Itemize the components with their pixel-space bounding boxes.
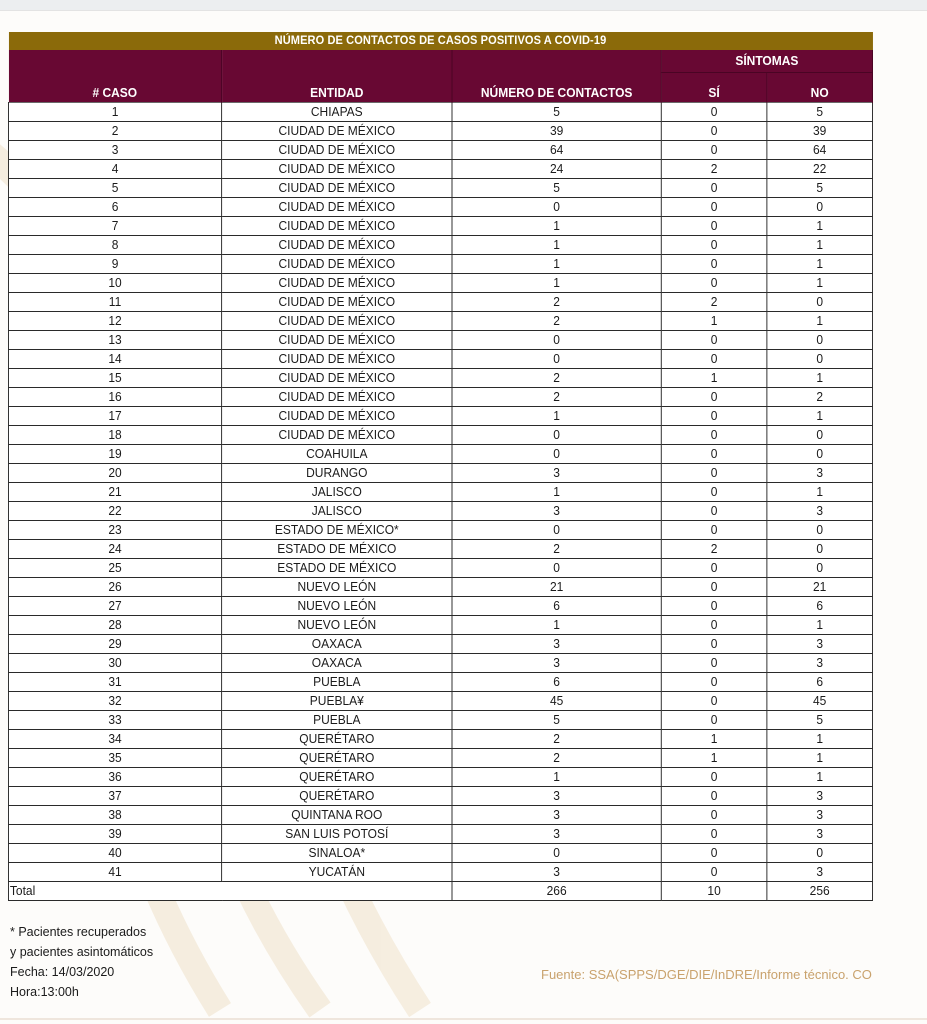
- bottom-divider: [0, 1018, 927, 1020]
- cell-caso: 3: [8, 141, 221, 160]
- header-si: SÍ: [661, 73, 767, 103]
- cell-entidad: PUEBLA: [222, 711, 452, 730]
- table-row: [8, 825, 872, 844]
- cell-si: 0: [661, 445, 767, 464]
- cell-caso: 5: [8, 179, 221, 198]
- cell-no: 1: [767, 407, 873, 426]
- cell-contactos: 3: [452, 863, 661, 882]
- cell-contactos: 1: [452, 255, 661, 274]
- cell-no: 5: [767, 103, 873, 122]
- cell-contactos: 2: [452, 730, 661, 749]
- cell-contactos: 2: [452, 540, 661, 559]
- cell-no: 1: [767, 749, 873, 768]
- cell-contactos: 0: [452, 559, 661, 578]
- cell-caso: 4: [8, 160, 221, 179]
- cell-no: 1: [767, 255, 873, 274]
- cell-no: 0: [767, 198, 873, 217]
- table-row: [8, 426, 872, 445]
- table-title: NÚMERO DE CONTACTOS DE CASOS POSITIVOS A COVID-19: [8, 32, 872, 50]
- top-bar: [0, 0, 927, 11]
- cell-caso: 19: [8, 445, 221, 464]
- cell-entidad: CIUDAD DE MÉXICO: [222, 274, 452, 293]
- cell-entidad: CIUDAD DE MÉXICO: [222, 255, 452, 274]
- cell-si: 0: [661, 179, 767, 198]
- table-row: [8, 274, 872, 293]
- cell-caso: 8: [8, 236, 221, 255]
- table-row: [8, 597, 872, 616]
- cell-caso: 32: [8, 692, 221, 711]
- table-row: [8, 179, 872, 198]
- cell-contactos: 24: [452, 160, 661, 179]
- cell-si: 0: [661, 350, 767, 369]
- cell-contactos: 1: [452, 217, 661, 236]
- cell-contactos: 39: [452, 122, 661, 141]
- cell-contactos: 0: [452, 350, 661, 369]
- note-time: Hora:13:00h: [10, 985, 79, 999]
- cell-contactos: 5: [452, 103, 661, 122]
- table-row: [8, 730, 872, 749]
- cell-contactos: 5: [452, 179, 661, 198]
- cell-entidad: CIUDAD DE MÉXICO: [222, 141, 452, 160]
- cell-entidad: CIUDAD DE MÉXICO: [222, 426, 452, 445]
- cell-no: 39: [767, 122, 873, 141]
- table-row: [8, 255, 872, 274]
- table-row: [8, 521, 872, 540]
- cell-si: 1: [661, 369, 767, 388]
- cell-caso: 36: [8, 768, 221, 787]
- table-row: [8, 673, 872, 692]
- cell-entidad: QUERÉTARO: [222, 787, 452, 806]
- cell-entidad: JALISCO: [222, 483, 452, 502]
- cell-entidad: QUINTANA ROO: [222, 806, 452, 825]
- cell-si: 2: [661, 540, 767, 559]
- cell-entidad: ESTADO DE MÉXICO: [222, 540, 452, 559]
- cell-contactos: 5: [452, 711, 661, 730]
- cell-no: 3: [767, 863, 873, 882]
- table-row: [8, 217, 872, 236]
- cell-no: 6: [767, 673, 873, 692]
- cell-entidad: JALISCO: [222, 502, 452, 521]
- cell-entidad: CIUDAD DE MÉXICO: [222, 236, 452, 255]
- cell-si: 1: [661, 730, 767, 749]
- cell-caso: 41: [8, 863, 221, 882]
- table-row: [8, 559, 872, 578]
- cell-entidad: OAXACA: [222, 635, 452, 654]
- table-row: [8, 635, 872, 654]
- table-row: [8, 198, 872, 217]
- cell-no: 1: [767, 483, 873, 502]
- cell-entidad: CHIAPAS: [222, 103, 452, 122]
- note-asymptomatic: y pacientes asintomáticos: [10, 945, 154, 959]
- cell-contactos: 1: [452, 407, 661, 426]
- cell-contactos: 3: [452, 464, 661, 483]
- table-row: [8, 616, 872, 635]
- cell-entidad: PUEBLA¥: [222, 692, 452, 711]
- cell-entidad: SINALOA*: [222, 844, 452, 863]
- cell-caso: 29: [8, 635, 221, 654]
- header-entidad: ENTIDAD: [222, 50, 452, 103]
- cell-contactos: 0: [452, 198, 661, 217]
- table-row: [8, 160, 872, 179]
- cell-entidad: OAXACA: [222, 654, 452, 673]
- cell-si: 0: [661, 806, 767, 825]
- total-contactos: 266: [452, 882, 661, 901]
- cell-contactos: 3: [452, 806, 661, 825]
- cell-no: 3: [767, 464, 873, 483]
- cell-contactos: 2: [452, 369, 661, 388]
- cell-contactos: 0: [452, 445, 661, 464]
- cell-caso: 6: [8, 198, 221, 217]
- cell-no: 2: [767, 388, 873, 407]
- cell-no: 1: [767, 768, 873, 787]
- cell-contactos: 1: [452, 483, 661, 502]
- cell-contactos: 3: [452, 654, 661, 673]
- table-row: [8, 654, 872, 673]
- cell-caso: 38: [8, 806, 221, 825]
- table-row: [8, 711, 872, 730]
- cell-caso: 23: [8, 521, 221, 540]
- cell-si: 2: [661, 293, 767, 312]
- cell-contactos: 21: [452, 578, 661, 597]
- cell-si: 0: [661, 654, 767, 673]
- table-row: [8, 103, 872, 122]
- cell-no: 1: [767, 217, 873, 236]
- cell-caso: 18: [8, 426, 221, 445]
- cell-entidad: SAN LUIS POTOSÍ: [222, 825, 452, 844]
- table-row: [8, 844, 872, 863]
- table-row: [8, 806, 872, 825]
- cell-no: 22: [767, 160, 873, 179]
- cell-contactos: 3: [452, 825, 661, 844]
- cell-caso: 20: [8, 464, 221, 483]
- cell-caso: 16: [8, 388, 221, 407]
- cell-entidad: QUERÉTARO: [222, 768, 452, 787]
- table-row: [8, 540, 872, 559]
- cell-caso: 9: [8, 255, 221, 274]
- cell-contactos: 3: [452, 635, 661, 654]
- cell-no: 0: [767, 350, 873, 369]
- cell-si: 0: [661, 122, 767, 141]
- cell-caso: 7: [8, 217, 221, 236]
- cell-no: 5: [767, 711, 873, 730]
- cell-contactos: 2: [452, 388, 661, 407]
- header-no: NO: [767, 73, 873, 103]
- cell-caso: 11: [8, 293, 221, 312]
- cell-no: 3: [767, 654, 873, 673]
- table-row: [8, 787, 872, 806]
- cell-caso: 2: [8, 122, 221, 141]
- header-contactos: NÚMERO DE CONTACTOS: [452, 50, 661, 103]
- cell-caso: 26: [8, 578, 221, 597]
- cell-caso: 17: [8, 407, 221, 426]
- cell-entidad: NUEVO LEÓN: [222, 578, 452, 597]
- cell-no: 0: [767, 540, 873, 559]
- cell-caso: 28: [8, 616, 221, 635]
- cell-contactos: 0: [452, 521, 661, 540]
- cell-contactos: 1: [452, 768, 661, 787]
- cell-no: 3: [767, 806, 873, 825]
- cell-entidad: DURANGO: [222, 464, 452, 483]
- cell-contactos: 3: [452, 502, 661, 521]
- cell-si: 0: [661, 597, 767, 616]
- header-caso: # CASO: [8, 50, 221, 103]
- table-row: [8, 331, 872, 350]
- cell-si: 0: [661, 692, 767, 711]
- table-row: [8, 122, 872, 141]
- table-row: [8, 692, 872, 711]
- cell-contactos: 1: [452, 616, 661, 635]
- cell-contactos: 64: [452, 141, 661, 160]
- cell-contactos: 6: [452, 673, 661, 692]
- cell-contactos: 1: [452, 236, 661, 255]
- cell-si: 0: [661, 407, 767, 426]
- cell-caso: 1: [8, 103, 221, 122]
- cell-si: 0: [661, 635, 767, 654]
- cell-no: 1: [767, 312, 873, 331]
- cell-entidad: CIUDAD DE MÉXICO: [222, 407, 452, 426]
- table-row: [8, 236, 872, 255]
- cell-no: 0: [767, 445, 873, 464]
- contacts-table: [8, 32, 873, 901]
- cell-entidad: CIUDAD DE MÉXICO: [222, 122, 452, 141]
- cell-no: 64: [767, 141, 873, 160]
- cell-si: 0: [661, 673, 767, 692]
- cell-si: 0: [661, 844, 767, 863]
- cell-entidad: PUEBLA: [222, 673, 452, 692]
- cell-entidad: CIUDAD DE MÉXICO: [222, 312, 452, 331]
- cell-contactos: 0: [452, 426, 661, 445]
- cell-caso: 25: [8, 559, 221, 578]
- cell-no: 1: [767, 274, 873, 293]
- cell-no: 0: [767, 426, 873, 445]
- cell-contactos: 0: [452, 844, 661, 863]
- cell-no: 0: [767, 293, 873, 312]
- cell-caso: 10: [8, 274, 221, 293]
- cell-caso: 40: [8, 844, 221, 863]
- cell-contactos: 3: [452, 787, 661, 806]
- table-row: [8, 141, 872, 160]
- table-row: [8, 502, 872, 521]
- cell-no: 5: [767, 179, 873, 198]
- cell-si: 0: [661, 521, 767, 540]
- cell-caso: 13: [8, 331, 221, 350]
- table-row: [8, 863, 872, 882]
- table-row: [8, 407, 872, 426]
- cell-entidad: ESTADO DE MÉXICO*: [222, 521, 452, 540]
- cell-no: 0: [767, 331, 873, 350]
- cell-no: 1: [767, 616, 873, 635]
- cell-si: 1: [661, 749, 767, 768]
- cell-si: 0: [661, 578, 767, 597]
- cell-si: 0: [661, 559, 767, 578]
- cell-contactos: 2: [452, 312, 661, 331]
- cell-si: 0: [661, 616, 767, 635]
- cell-si: 0: [661, 255, 767, 274]
- cell-caso: 33: [8, 711, 221, 730]
- cell-caso: 27: [8, 597, 221, 616]
- source-text: Fuente: SSA(SPPS/DGE/DIE/InDRE/Informe técnico. CO: [541, 967, 872, 982]
- cell-caso: 30: [8, 654, 221, 673]
- cell-si: 0: [661, 217, 767, 236]
- cell-entidad: CIUDAD DE MÉXICO: [222, 160, 452, 179]
- cell-no: 45: [767, 692, 873, 711]
- cell-entidad: COAHUILA: [222, 445, 452, 464]
- cell-entidad: CIUDAD DE MÉXICO: [222, 217, 452, 236]
- cell-no: 3: [767, 787, 873, 806]
- cell-caso: 37: [8, 787, 221, 806]
- cell-no: 3: [767, 635, 873, 654]
- cell-si: 0: [661, 103, 767, 122]
- cell-caso: 24: [8, 540, 221, 559]
- cell-no: 0: [767, 559, 873, 578]
- cell-si: 0: [661, 825, 767, 844]
- total-label: Total: [8, 882, 452, 901]
- cell-si: 0: [661, 711, 767, 730]
- table-row: [8, 445, 872, 464]
- cell-entidad: QUERÉTARO: [222, 749, 452, 768]
- cell-entidad: CIUDAD DE MÉXICO: [222, 179, 452, 198]
- cell-entidad: NUEVO LEÓN: [222, 597, 452, 616]
- cell-entidad: CIUDAD DE MÉXICO: [222, 369, 452, 388]
- header-sintomas: SÍNTOMAS: [661, 50, 872, 73]
- table-row: [8, 578, 872, 597]
- cell-no: 21: [767, 578, 873, 597]
- total-si: 10: [661, 882, 767, 901]
- cell-entidad: CIUDAD DE MÉXICO: [222, 388, 452, 407]
- cell-entidad: YUCATÁN: [222, 863, 452, 882]
- cell-contactos: 2: [452, 293, 661, 312]
- cell-si: 0: [661, 464, 767, 483]
- cell-si: 0: [661, 331, 767, 350]
- cell-no: 0: [767, 521, 873, 540]
- cell-entidad: NUEVO LEÓN: [222, 616, 452, 635]
- cell-si: 0: [661, 141, 767, 160]
- cell-caso: 22: [8, 502, 221, 521]
- table-row: [8, 312, 872, 331]
- note-recovered: * Pacientes recuperados: [10, 925, 147, 939]
- total-row: [8, 882, 872, 901]
- cell-contactos: 45: [452, 692, 661, 711]
- cell-caso: 35: [8, 749, 221, 768]
- cell-si: 0: [661, 787, 767, 806]
- cell-entidad: QUERÉTARO: [222, 730, 452, 749]
- table-row: [8, 350, 872, 369]
- cell-si: 0: [661, 274, 767, 293]
- cell-si: 0: [661, 502, 767, 521]
- table-row: [8, 749, 872, 768]
- table-row: [8, 293, 872, 312]
- total-no: 256: [767, 882, 873, 901]
- table-row: [8, 768, 872, 787]
- cell-entidad: CIUDAD DE MÉXICO: [222, 293, 452, 312]
- cell-no: 6: [767, 597, 873, 616]
- cell-caso: 31: [8, 673, 221, 692]
- cell-si: 2: [661, 160, 767, 179]
- cell-caso: 34: [8, 730, 221, 749]
- cell-contactos: 0: [452, 331, 661, 350]
- cell-caso: 39: [8, 825, 221, 844]
- cell-no: 1: [767, 730, 873, 749]
- footnotes: [10, 922, 153, 1002]
- cell-entidad: ESTADO DE MÉXICO: [222, 559, 452, 578]
- cell-si: 0: [661, 768, 767, 787]
- cell-no: 1: [767, 236, 873, 255]
- cell-entidad: CIUDAD DE MÉXICO: [222, 331, 452, 350]
- cell-entidad: CIUDAD DE MÉXICO: [222, 198, 452, 217]
- table-row: [8, 483, 872, 502]
- table-row: [8, 464, 872, 483]
- cell-si: 1: [661, 312, 767, 331]
- cell-no: 3: [767, 502, 873, 521]
- cell-contactos: 2: [452, 749, 661, 768]
- cell-caso: 21: [8, 483, 221, 502]
- cell-entidad: CIUDAD DE MÉXICO: [222, 350, 452, 369]
- cell-contactos: 1: [452, 274, 661, 293]
- cell-caso: 14: [8, 350, 221, 369]
- cell-caso: 15: [8, 369, 221, 388]
- table-row: [8, 388, 872, 407]
- cell-no: 3: [767, 825, 873, 844]
- table-row: [8, 369, 872, 388]
- note-date: Fecha: 14/03/2020: [10, 965, 115, 979]
- cell-si: 0: [661, 388, 767, 407]
- cell-si: 0: [661, 236, 767, 255]
- cell-contactos: 6: [452, 597, 661, 616]
- cell-caso: 12: [8, 312, 221, 331]
- cell-no: 1: [767, 369, 873, 388]
- cell-si: 0: [661, 426, 767, 445]
- table-body: [8, 103, 872, 882]
- cell-si: 0: [661, 198, 767, 217]
- cell-si: 0: [661, 863, 767, 882]
- cell-si: 0: [661, 483, 767, 502]
- cell-no: 0: [767, 844, 873, 863]
